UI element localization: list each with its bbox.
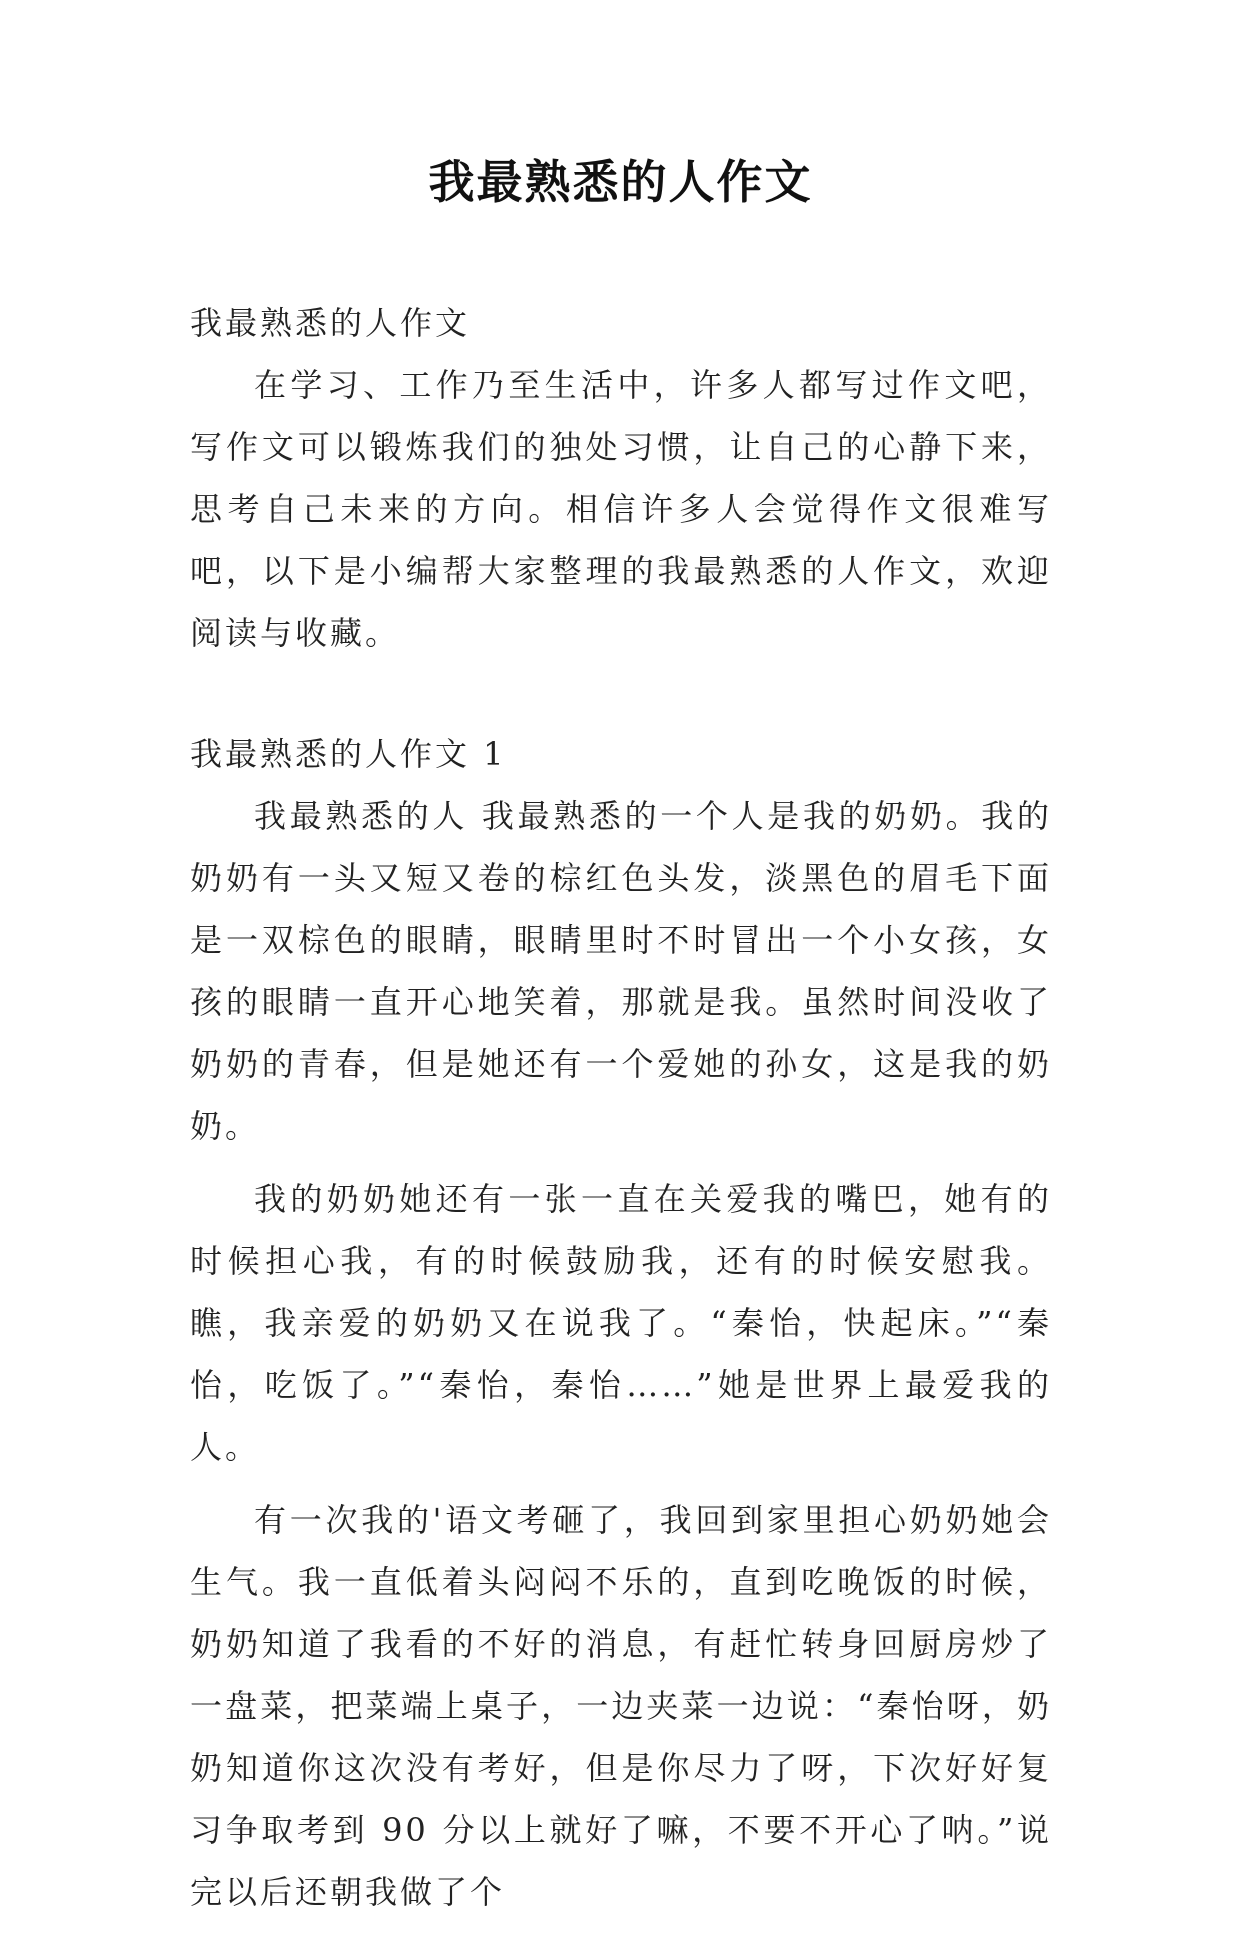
document-title: 我最熟悉的人作文 (428, 155, 813, 209)
document-body (190, 292, 1052, 1934)
essay-1-paragraph: 有一次我的'语文考砸了，我回到家里担心奶奶她会生气。我一直低着头闷闷不乐的，直到吃晚饭的时候，奶奶知道了我看的不好的消息，有赶忙转身回厨房炒了一盘菜，把菜端上桌子，一边夹菜一边说：“秦怡呀，奶奶知道你这次没有考好，但是你尽力了呀，下次好好复习争取考到 90 分以上就好了嘛，不要不开心了呐。”说完以后还朝我做了个 (190, 1501, 1052, 1911)
intro-paragraph: 在学习、工作乃至生活中，许多人都写过作文吧，写作文可以锻炼我们的独处习惯，让自己的心静下来，思考自己未来的方向。相信许多人会觉得作文很难写吧，以下是小编帮大家整理的我最熟悉的人作文，欢迎阅读与收藏。 (190, 366, 1052, 652)
essay-1-heading: 我最熟悉的人作文 1 (190, 735, 507, 773)
intro-heading: 我最熟悉的人作文 (190, 304, 471, 342)
section-spacer (190, 675, 1052, 723)
essay-1-paragraph: 我最熟悉的人 我最熟悉的一个人是我的奶奶。我的奶奶有一头又短又卷的棕红色头发，淡黑色的眉毛下面是一双棕色的眼睛，眼睛里时不时冒出一个小女孩，女孩的眼睛一直开心地笑着，那就是我。虽然时间没收了奶奶的青春，但是她还有一个爱她的孙女，这是我的奶奶。 (190, 797, 1052, 1145)
essay-1-paragraph: 我的奶奶她还有一张一直在关爱我的嘴巴，她有的时候担心我，有的时候鼓励我，还有的时候安慰我。瞧，我亲爱的奶奶又在说我了。“秦怡，快起床。”“秦怡，吃饭了。”“秦怡，秦怡……”她是世界上最爱我的人。 (190, 1180, 1052, 1466)
